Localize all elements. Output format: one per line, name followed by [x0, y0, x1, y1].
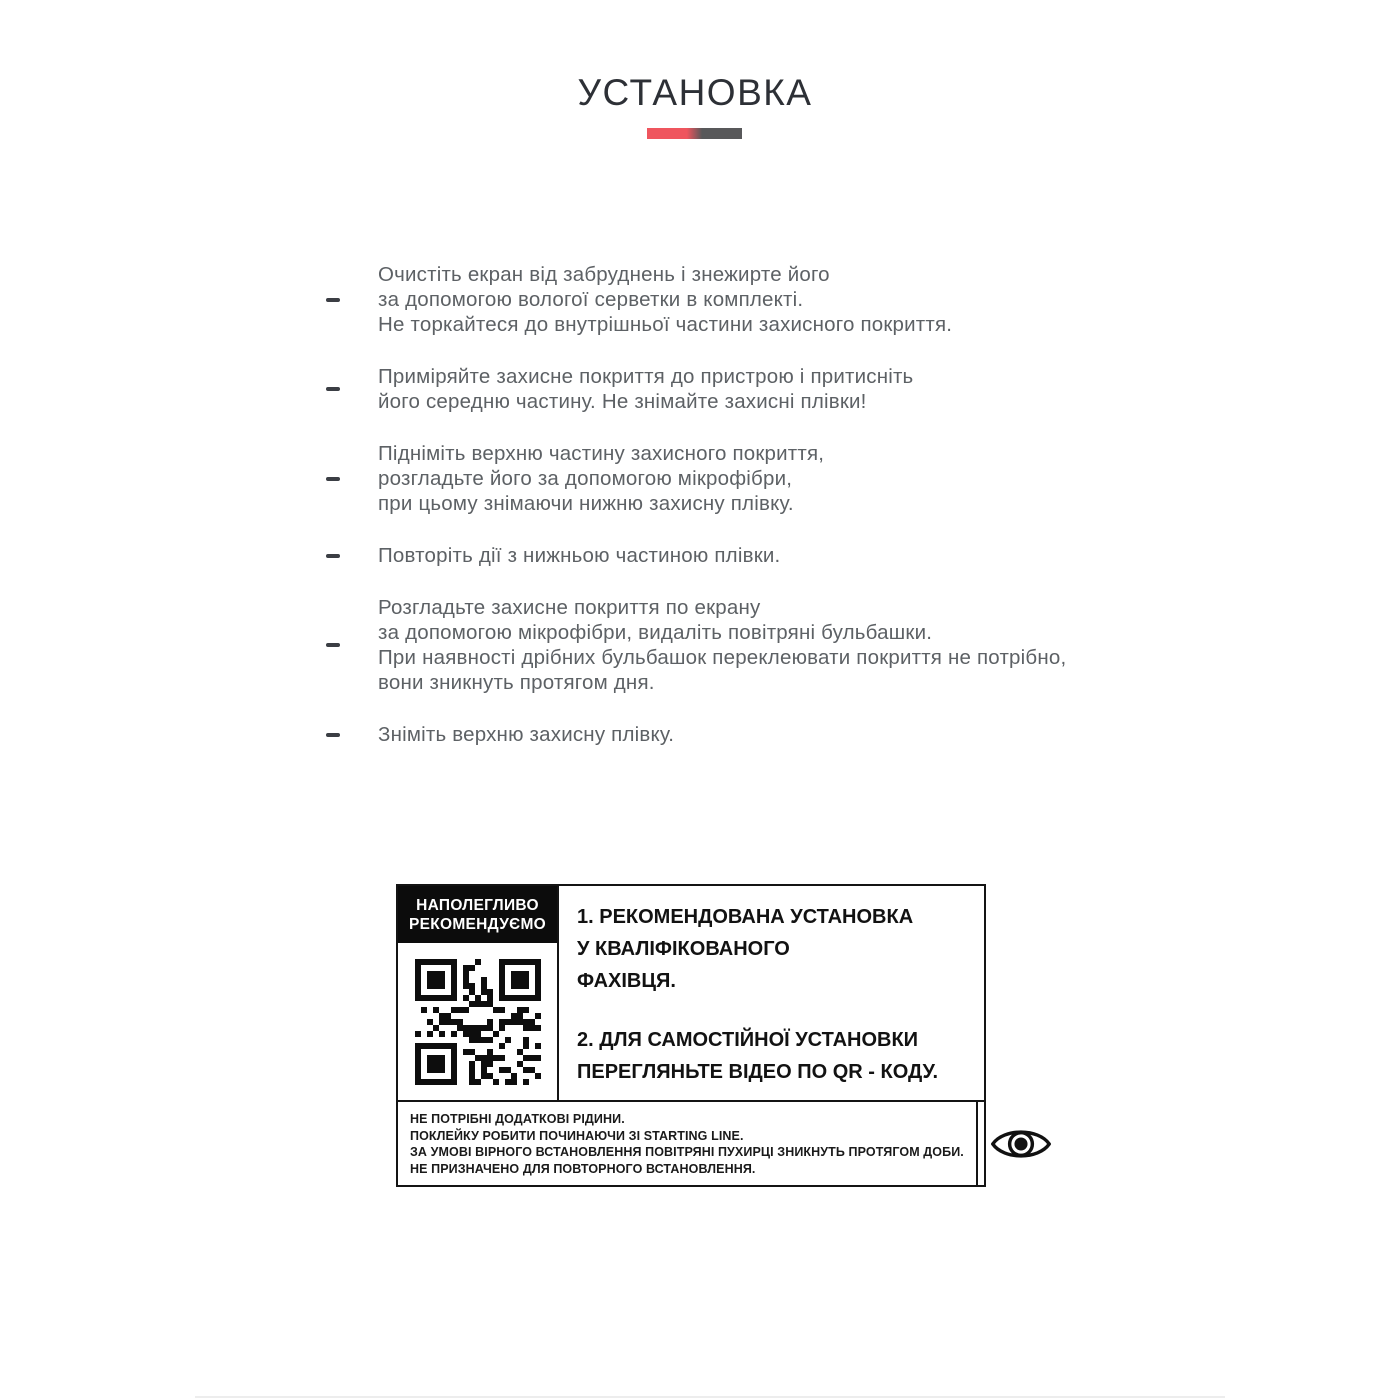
recommendation-point-line: ФАХІВЦЯ.: [577, 970, 676, 992]
instruction-line: за допомогою вологої серветки в комплекті.: [378, 288, 804, 311]
dash-bullet-col: [326, 387, 378, 391]
dash-bullet-icon: [326, 387, 340, 391]
recommendation-point: [577, 1024, 976, 1088]
qr-code-icon: [411, 959, 545, 1085]
title-block: [0, 72, 1390, 114]
instruction-text: [378, 262, 952, 337]
instruction-line: Очистіть екран від забруднень і знежирте його: [378, 263, 830, 286]
usage-note-line: ЗА УМОВІ ВІРНОГО ВСТАНОВЛЕННЯ ПОВІТРЯНІ ПУХИРЦІ ЗНИКНУТЬ ПРОТЯГОМ ДОБИ.: [410, 1145, 964, 1159]
instruction-line: При наявності дрібних бульбашок переклеювати покриття не потрібно,: [378, 646, 1067, 669]
title-accent-bar: [647, 128, 742, 139]
instruction-line: розгладьте його за допомогою мікрофібри,: [378, 467, 793, 490]
strongly-recommend-badge: [398, 886, 557, 943]
recommendation-box-top-row: [398, 886, 984, 1102]
instruction-line: вони зникнуть протягом дня.: [378, 671, 655, 694]
recommendation-point-line: 2. ДЛЯ САМОСТІЙНОЇ УСТАНОВКИ: [577, 1029, 919, 1051]
instruction-item: [326, 441, 1206, 516]
instruction-line: при цьому знімаючи нижню захисну плівку.: [378, 492, 794, 515]
recommendation-points: [559, 886, 984, 1100]
bottom-section-divider: [195, 1396, 1225, 1398]
usage-note-line: ПОКЛЕЙКУ РОБИТИ ПОЧИНАЮЧИ ЗІ STARTING LINE.: [410, 1128, 744, 1143]
eye-icon-cell: [978, 1102, 1064, 1185]
recommendation-box-bottom-row: [398, 1102, 984, 1185]
qr-code-wrap: [398, 943, 557, 1100]
instruction-text: [378, 441, 824, 516]
instruction-text: [378, 722, 674, 747]
recommendation-box-left-cell: [398, 886, 559, 1100]
instruction-text: [378, 595, 1066, 695]
instruction-item: [326, 364, 1206, 414]
instruction-line: за допомогою мікрофібри, видаліть повітряні бульбашки.: [378, 621, 933, 644]
recommendation-box: [396, 884, 986, 1187]
instruction-list: [326, 262, 1206, 774]
dash-bullet-icon: [326, 298, 340, 302]
usage-notes: [398, 1102, 978, 1185]
page-title: УСТАНОВКА: [577, 72, 813, 113]
instruction-line: Зніміть верхню захисну плівку.: [378, 723, 675, 746]
usage-note-line: НЕ ПРИЗНАЧЕНО ДЛЯ ПОВТОРНОГО ВСТАНОВЛЕННЯ.: [410, 1161, 756, 1176]
dash-bullet-icon: [326, 643, 340, 647]
instruction-line: Повторіть дії з нижньою частиною плівки.: [378, 544, 781, 567]
dash-bullet-col: [326, 298, 378, 302]
instruction-line: Розгладьте захисне покриття по екрану: [378, 596, 761, 619]
instruction-item: [326, 722, 1206, 747]
instruction-line: Підніміть верхню частину захисного покриття,: [378, 442, 825, 465]
instruction-line: Приміряйте захисне покриття до пристрою і притисніть: [378, 365, 914, 388]
usage-note-line: НЕ ПОТРІБНІ ДОДАТКОВІ РІДИНИ.: [410, 1112, 625, 1126]
dash-bullet-icon: [326, 554, 340, 558]
recommendation-point-line: У КВАЛІФІКОВАНОГО: [577, 938, 790, 960]
badge-line-1: НАПОЛЕГЛИВО: [416, 897, 539, 914]
instruction-text: [378, 543, 780, 568]
dash-bullet-icon: [326, 733, 340, 737]
instruction-item: [326, 543, 1206, 568]
dash-bullet-icon: [326, 477, 340, 481]
dash-bullet-col: [326, 733, 378, 737]
instruction-item: [326, 262, 1206, 337]
instruction-line: Не торкайтеся до внутрішньої частини захисного покриття.: [378, 313, 953, 336]
instruction-item: [326, 595, 1206, 695]
dash-bullet-col: [326, 554, 378, 558]
instruction-line: його середню частину. Не знімайте захисні плівки!: [378, 390, 867, 413]
recommendation-point-line: 1. РЕКОМЕНДОВАНА УСТАНОВКА: [577, 906, 914, 928]
instruction-text: [378, 364, 913, 414]
eye-icon: [990, 1124, 1052, 1164]
recommendation-point: [577, 901, 976, 997]
dash-bullet-col: [326, 643, 378, 647]
badge-line-2: РЕКОМЕНДУЄМО: [408, 916, 547, 933]
recommendation-point-line: ПЕРЕГЛЯНЬТЕ ВІДЕО ПО QR - КОДУ.: [577, 1061, 939, 1083]
dash-bullet-col: [326, 477, 378, 481]
